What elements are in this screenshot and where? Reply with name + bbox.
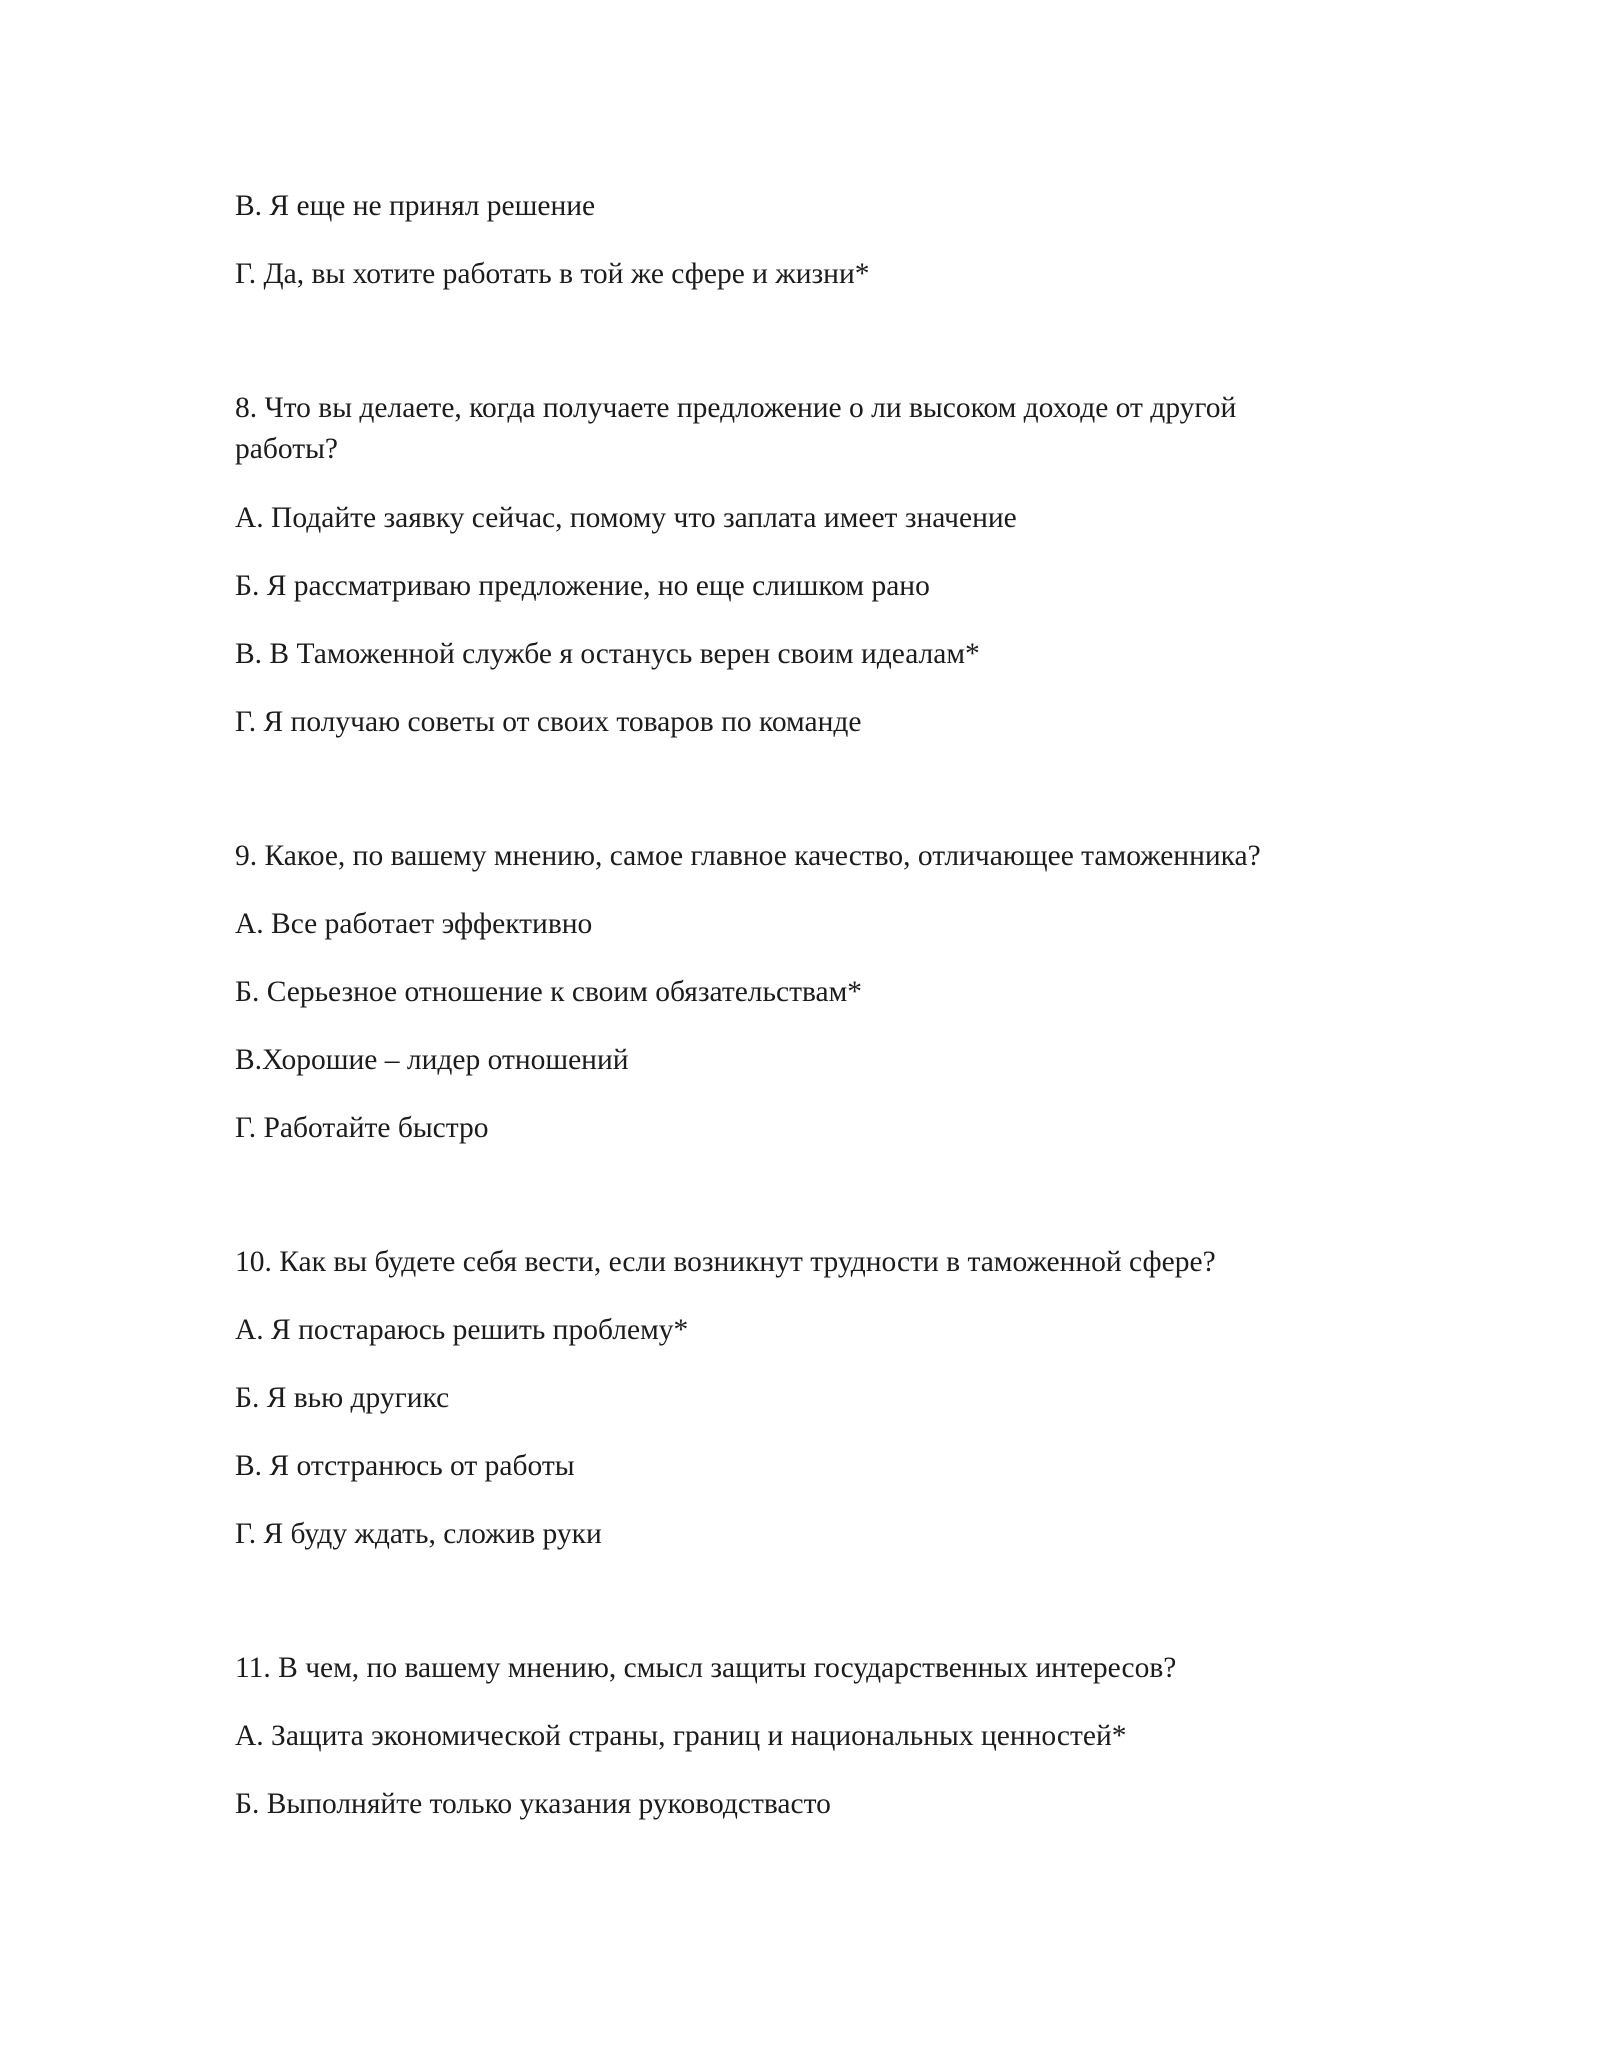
question-9 <box>235 836 1375 1148</box>
answer-option: Б. Выполняйте только указания руководствасто <box>235 1788 831 1820</box>
answer-option: Г. Работайте быстро <box>235 1112 489 1144</box>
answer-option: Г. Да, вы хотите работать в той же сфере и жизни* <box>235 258 870 290</box>
question-text: 11. В чем, по вашему мнению, смысл защиты государственных интересов? <box>235 1652 1177 1684</box>
answer-option: Г. Я получаю советы от своих товаров по команде <box>235 706 862 738</box>
answer-option: Б. Серьезное отношение к своим обязательствам* <box>235 976 863 1008</box>
answer-option: В. Я еще не принял решение <box>235 190 596 222</box>
document-page <box>235 186 1375 1852</box>
question-text-line: 8. Что вы делаете, когда получаете предложение о ли высоком доходе от другой <box>235 392 1237 424</box>
answer-option: В. В Таможенной службе я останусь верен своим идеалам* <box>235 638 980 670</box>
answer-option: Б. Я вью другикс <box>235 1382 450 1414</box>
question-text: 9. Какое, по вашему мнению, самое главное качество, отличающее таможенника? <box>235 840 1261 872</box>
answer-option: А. Я постараюсь решить проблему* <box>235 1314 689 1346</box>
answer-option: В. Я отстранюсь от работы <box>235 1450 575 1482</box>
answer-option: А. Все работает эффективно <box>235 908 593 940</box>
answer-option: А. Подайте заявку сейчас, помому что заплата имеет значение <box>235 502 1017 534</box>
answer-option: В.Хорошие – лидер отношений <box>235 1044 629 1076</box>
answer-option: А. Защита экономической страны, границ и национальных ценностей* <box>235 1720 1127 1752</box>
question-text <box>235 388 1375 470</box>
answer-option: Б. Я рассматриваю предложение, но еще слишком рано <box>235 570 930 602</box>
question-7-continuation <box>235 186 1375 294</box>
question-text: 10. Как вы будете себя вести, если возникнут трудности в таможенной сфере? <box>235 1246 1216 1278</box>
question-8 <box>235 388 1375 742</box>
question-text-line: работы? <box>235 433 339 465</box>
answer-option: Г. Я буду ждать, сложив руки <box>235 1518 602 1550</box>
question-10 <box>235 1242 1375 1554</box>
question-11 <box>235 1648 1375 1824</box>
